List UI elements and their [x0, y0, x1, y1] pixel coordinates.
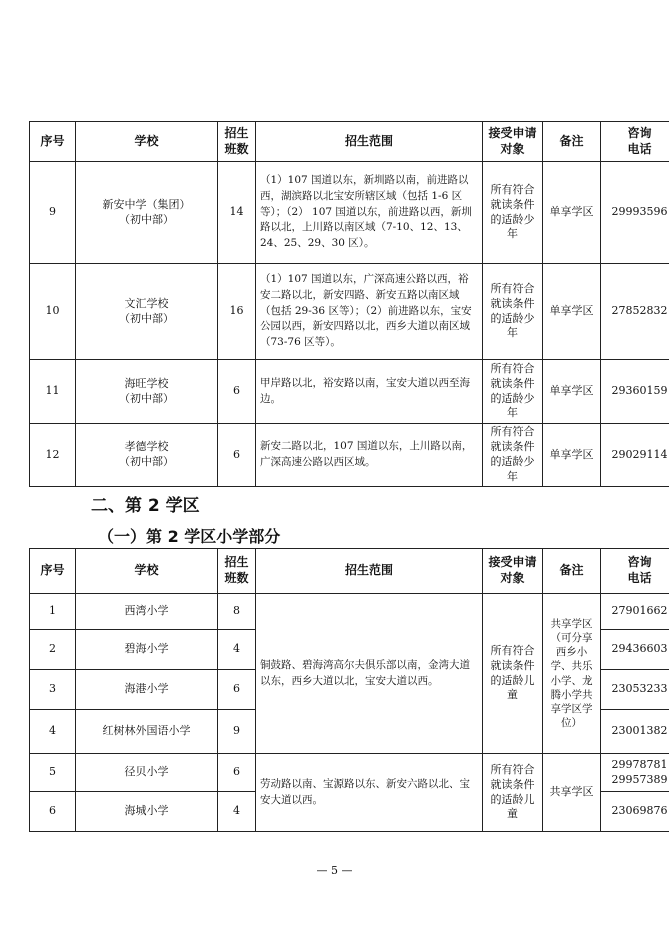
cell-seq: 12 — [30, 424, 76, 487]
cell-note: 单享学区 — [543, 162, 601, 264]
cell-range: 甲岸路以北，裕安路以南，宝安大道以西至海边。 — [256, 360, 483, 424]
cell-note: 单享学区 — [543, 360, 601, 424]
cell-phone: 23069876 — [601, 792, 669, 832]
cell-phone: 29029114 — [601, 424, 669, 487]
header-seq: 序号 — [30, 549, 76, 594]
header-phone: 咨询 电话 — [601, 122, 669, 162]
cell-phone: 29978781 29957389 — [601, 754, 669, 792]
cell-school: 文汇学校 （初中部） — [76, 264, 218, 360]
cell-classes: 8 — [218, 594, 256, 630]
subsection-heading: （一）第 2 学区小学部分 — [98, 527, 281, 546]
header-classes: 招生 班数 — [218, 122, 256, 162]
cell-range: （1）107 国道以东，新圳路以南，前进路以西，湖滨路以北宝安所辖区域（包括 1-6 区等）；（2） 107 国道以东，前进路以西，新圳路以北，上川路以南区域（7-10、12、13、24、25、29、30 区）。 — [256, 162, 483, 264]
cell-phone: 29436603 — [601, 630, 669, 670]
cell-school: 海城小学 — [76, 792, 218, 832]
header-school: 学校 — [76, 549, 218, 594]
table-row — [30, 594, 669, 630]
cell-phone: 29360159 — [601, 360, 669, 424]
cell-school: 红树林外国语小学 — [76, 710, 218, 754]
cell-classes: 9 — [218, 710, 256, 754]
cell-note: 共享学区 — [543, 754, 601, 832]
cell-seq: 6 — [30, 792, 76, 832]
cell-range: 铜鼓路、碧海湾高尔夫俱乐部以南，金湾大道以东，西乡大道以北，宝安大道以西。 — [256, 594, 483, 754]
cell-classes: 6 — [218, 754, 256, 792]
cell-seq: 9 — [30, 162, 76, 264]
cell-seq: 5 — [30, 754, 76, 792]
cell-school: 海旺学校 （初中部） — [76, 360, 218, 424]
cell-seq: 11 — [30, 360, 76, 424]
table-header-row — [30, 122, 669, 162]
cell-seq: 3 — [30, 670, 76, 710]
cell-seq: 10 — [30, 264, 76, 360]
cell-classes: 6 — [218, 424, 256, 487]
cell-note: 单享学区 — [543, 424, 601, 487]
header-school: 学校 — [76, 122, 218, 162]
cell-target: 所有符合就读条件的适龄儿童 — [483, 754, 543, 832]
table-row — [30, 424, 669, 487]
cell-classes: 14 — [218, 162, 256, 264]
cell-phone: 23053233 — [601, 670, 669, 710]
cell-school: 孝德学校 （初中部） — [76, 424, 218, 487]
cell-target: 所有符合就读条件的适龄少年 — [483, 360, 543, 424]
section-heading: 二、第 2 学区 — [91, 496, 200, 516]
cell-school: 径贝小学 — [76, 754, 218, 792]
cell-note: 单享学区 — [543, 264, 601, 360]
cell-school: 海港小学 — [76, 670, 218, 710]
cell-classes: 6 — [218, 360, 256, 424]
header-phone: 咨询 电话 — [601, 549, 669, 594]
table-row — [30, 264, 669, 360]
header-note: 备注 — [543, 549, 601, 594]
cell-school: 西湾小学 — [76, 594, 218, 630]
header-seq: 序号 — [30, 122, 76, 162]
header-target: 接受申请 对象 — [483, 122, 543, 162]
table-header-row — [30, 549, 669, 594]
cell-classes: 4 — [218, 792, 256, 832]
table-row — [30, 360, 669, 424]
header-range: 招生范围 — [256, 549, 483, 594]
page-number: — 5 — — [316, 864, 353, 877]
cell-target: 所有符合就读条件的适龄少年 — [483, 264, 543, 360]
cell-target: 所有符合就读条件的适龄少年 — [483, 162, 543, 264]
cell-classes: 16 — [218, 264, 256, 360]
cell-classes: 6 — [218, 670, 256, 710]
table-row — [30, 162, 669, 264]
cell-seq: 4 — [30, 710, 76, 754]
cell-classes: 4 — [218, 630, 256, 670]
cell-seq: 2 — [30, 630, 76, 670]
cell-phone: 27852832 — [601, 264, 669, 360]
cell-note: 共享学区（可分享西乡小学、共乐小学、龙腾小学共享学区学位） — [543, 594, 601, 754]
primary-school-table — [29, 548, 669, 832]
header-target: 接受申请 对象 — [483, 549, 543, 594]
table-row — [30, 754, 669, 792]
cell-school: 新安中学（集团） （初中部） — [76, 162, 218, 264]
cell-target: 所有符合就读条件的适龄儿童 — [483, 594, 543, 754]
header-classes: 招生 班数 — [218, 549, 256, 594]
cell-range: 新安二路以北，107 国道以东，上川路以南，广深高速公路以西区域。 — [256, 424, 483, 487]
middle-school-table — [29, 121, 669, 487]
cell-school: 碧海小学 — [76, 630, 218, 670]
header-range: 招生范围 — [256, 122, 483, 162]
cell-range: 劳动路以南、宝源路以东、新安六路以北、宝安大道以西。 — [256, 754, 483, 832]
cell-range: （1）107 国道以东，广深高速公路以西，裕安二路以北，新安四路、新安五路以南区域（包括 29-36 区等）；（2）前进路以东，宝安公园以西，新安四路以北，西乡大道以南区域（73-76 区等）。 — [256, 264, 483, 360]
cell-phone: 27901662 — [601, 594, 669, 630]
cell-phone: 29993596 — [601, 162, 669, 264]
cell-seq: 1 — [30, 594, 76, 630]
cell-phone: 23001382 — [601, 710, 669, 754]
header-note: 备注 — [543, 122, 601, 162]
cell-target: 所有符合就读条件的适龄少年 — [483, 424, 543, 487]
